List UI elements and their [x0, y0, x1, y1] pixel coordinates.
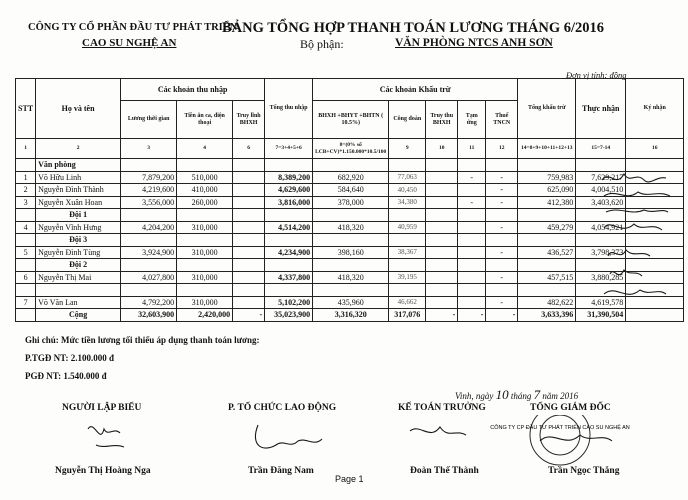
cell-bh: 398,160: [313, 246, 389, 259]
index-cell: 14=8+9+10+11+12+13: [518, 139, 576, 159]
cell-total: 8,389,200: [265, 171, 313, 184]
cell-truy: [426, 196, 458, 209]
cell-net: 3,880,285: [576, 271, 626, 284]
date-prefix: Vinh, ngày: [455, 391, 494, 401]
cell-total: 4,514,200: [265, 221, 313, 234]
cell-total: 4,629,600: [265, 184, 313, 197]
row-signatures-graphic: [596, 166, 676, 316]
group-row: [16, 234, 684, 247]
spacer-row: [16, 284, 684, 297]
cell-meal: 410,000: [177, 184, 233, 197]
signature-scribble: [608, 250, 650, 256]
director-name: Trần Ngọc Thắng: [548, 466, 620, 476]
sign-date: [455, 387, 578, 403]
index-cell: 6: [233, 139, 265, 159]
total-adv: -: [458, 309, 486, 322]
cell-net: 3,798,373: [576, 246, 626, 259]
signature-scribble: [602, 174, 666, 182]
cell-tax: -: [486, 184, 518, 197]
cell-union: 46,662: [389, 296, 426, 309]
table-index-row: [16, 139, 684, 159]
col-truy-thu: Truy thu BHXH: [426, 101, 458, 139]
department-label: Bộ phận:: [300, 37, 344, 51]
cell-name: Võ Văn Lan: [36, 296, 121, 309]
index-cell: 3: [121, 139, 177, 159]
cell-adv: [458, 246, 486, 259]
director-signature: [540, 435, 612, 441]
total-label: Cộng: [36, 309, 121, 322]
cell-tax: -: [486, 296, 518, 309]
col-sign: Ký nhận: [626, 79, 684, 139]
cell-truy: [426, 296, 458, 309]
cell-meal: 310,000: [177, 246, 233, 259]
date-month: 7: [533, 387, 541, 402]
index-cell: 9: [389, 139, 426, 159]
col-stt: STT: [16, 79, 36, 139]
group-row: [16, 209, 684, 222]
company-name: CÔNG TY CỔ PHẦN ĐẦU TƯ PHÁT TRIỂN: [28, 22, 238, 33]
director-title: TỔNG GIÁM ĐỐC: [530, 403, 611, 413]
cell-stt: 2: [16, 184, 36, 197]
cell-total: 5,102,200: [265, 296, 313, 309]
cell-deduct: 459,279: [518, 221, 576, 234]
footer-signatures-graphic: [0, 415, 688, 470]
index-cell: 2: [36, 139, 121, 159]
company-stamp: [530, 415, 590, 465]
total-income: 35,023,900: [265, 309, 313, 322]
cell-adv: [458, 271, 486, 284]
cell-salary: 4,219,600: [121, 184, 177, 197]
cell-ins: [233, 184, 265, 197]
cell-salary: 3,556,000: [121, 196, 177, 209]
signature-scribble: [604, 290, 666, 294]
col-net: Thực nhận: [576, 79, 626, 139]
cell-union: 40,450: [389, 184, 426, 197]
total-tax: -: [486, 309, 518, 322]
cell-name: Võ Hữu Linh: [36, 171, 121, 184]
cell-ins: [233, 221, 265, 234]
cell-tax: -: [486, 271, 518, 284]
col-total-income: Tổng thu nhập: [265, 79, 313, 139]
signature-scribble: [604, 224, 662, 230]
cell-stt: 1: [16, 171, 36, 184]
cell-tax: -: [486, 196, 518, 209]
cell-name: Nguyễn Vĩnh Hưng: [36, 221, 121, 234]
table-row: [16, 221, 684, 234]
col-advance: Tạm ứng: [458, 101, 486, 139]
index-cell: 11: [458, 139, 486, 159]
cell-total: 3,816,000: [265, 196, 313, 209]
stamp-text: CÔNG TY CP ĐẦU TƯ PHÁT TRIỂN CAO SU NGHỆ AN: [490, 425, 630, 431]
index-cell: 10: [426, 139, 458, 159]
cell-ins: [233, 296, 265, 309]
date-day: 10: [495, 387, 509, 402]
cell-bh: 584,640: [313, 184, 389, 197]
cell-salary: 4,027,800: [121, 271, 177, 284]
col-bh: BHXH +BHYT +BHTN ( 10.5%): [313, 101, 389, 139]
cell-truy: [426, 246, 458, 259]
index-cell: 8=(0% số LCB+CV)*1.150.000*10.5/100: [313, 139, 389, 159]
accountant-name: Đoàn Thế Thành: [410, 466, 479, 476]
cell-bh: 378,000: [313, 196, 389, 209]
page-title: BẢNG TỔNG HỢP THANH TOÁN LƯƠNG THÁNG 6/2016: [222, 20, 605, 36]
cell-union: 77,063: [389, 171, 426, 184]
col-salary: Lương thời gian: [121, 101, 177, 139]
cell-stt: 4: [16, 221, 36, 234]
cell-adv: [458, 296, 486, 309]
cell-bh: 418,320: [313, 221, 389, 234]
cell-ins: [233, 246, 265, 259]
table-row: [16, 271, 684, 284]
cell-name: Nguyễn Đình Thành: [36, 184, 121, 197]
cell-truy: [426, 271, 458, 284]
cell-salary: 4,204,200: [121, 221, 177, 234]
cell-adv: -: [458, 171, 486, 184]
cell-adv: [458, 221, 486, 234]
index-cell: 15=7-14: [576, 139, 626, 159]
currency-unit: Đơn vị tính: đồng: [566, 70, 627, 80]
note-text: Ghi chú: Mức tiền lương tối thiểu áp dụng thanh toán lương:: [25, 335, 260, 345]
company-stamp-inner: [540, 415, 580, 455]
payroll-table: [15, 78, 684, 322]
cell-name: Nguyễn Đình Tùng: [36, 246, 121, 259]
table-row: [16, 246, 684, 259]
cell-name: Nguyễn Xuân Hoan: [36, 196, 121, 209]
cell-meal: 260,000: [177, 196, 233, 209]
cell-net: 3,403,620: [576, 196, 626, 209]
cell-ins: [233, 271, 265, 284]
total-deduct: 3,633,396: [518, 309, 576, 322]
cell-net: 4,054,921: [576, 221, 626, 234]
pgd-wage: PGĐ NT: 1.540.000 đ: [25, 371, 107, 381]
index-cell: 12: [486, 139, 518, 159]
cell-salary: 3,924,900: [121, 246, 177, 259]
accountant-signature: [410, 427, 466, 435]
cell-meal: 510,000: [177, 171, 233, 184]
col-meal: Tiền ăn ca, điện thoại: [177, 101, 233, 139]
cell-meal: 310,000: [177, 221, 233, 234]
cell-stt: 5: [16, 246, 36, 259]
cell-total: 4,337,800: [265, 271, 313, 284]
cell-deduct: 436,527: [518, 246, 576, 259]
cell-union: 39,195: [389, 271, 426, 284]
cell-stt: 3: [16, 196, 36, 209]
accountant-title: KẾ TOÁN TRƯỞNG: [398, 403, 486, 413]
cell-deduct: 482,622: [518, 296, 576, 309]
cell-name: Nguyễn Thị Mai: [36, 271, 121, 284]
col-group-income: Các khoản thu nhập: [121, 79, 265, 101]
cell-deduct: 759,983: [518, 171, 576, 184]
total-truy: -: [426, 309, 458, 322]
total-row: [16, 309, 684, 322]
ptgd-wage: P.TGĐ NT: 2.100.000 đ: [25, 353, 115, 363]
group-row: [16, 159, 684, 172]
cell-truy: [426, 221, 458, 234]
cell-salary: 7,879,200: [121, 171, 177, 184]
index-cell: 1: [16, 139, 36, 159]
signature-scribble: [604, 192, 670, 196]
preparer-name: Nguyễn Thị Hoàng Nga: [55, 466, 151, 476]
cell-union: 40,959: [389, 221, 426, 234]
cell-stt: 6: [16, 271, 36, 284]
group-label-team2: Đội 2: [36, 259, 121, 272]
col-group-deduct: Các khoản Khấu trừ: [313, 79, 518, 101]
hr-signature: [255, 425, 322, 448]
index-cell: 16: [626, 139, 684, 159]
cell-salary: 4,792,200: [121, 296, 177, 309]
cell-truy: [426, 171, 458, 184]
date-year: năm 2016: [542, 391, 579, 401]
cell-net: 7,629,217: [576, 171, 626, 184]
cell-truy: [426, 184, 458, 197]
signature-scribble: [610, 270, 642, 276]
cell-adv: [458, 184, 486, 197]
cell-ins: [233, 196, 265, 209]
group-label-office: Văn phòng: [36, 159, 121, 172]
cell-tax: -: [486, 246, 518, 259]
hr-name: Trần Đăng Nam: [248, 466, 314, 476]
group-label-team3: Đội 3: [36, 234, 121, 247]
preparer-signature: [88, 427, 124, 447]
cell-stt: 7: [16, 296, 36, 309]
col-union: Công đoàn: [389, 101, 426, 139]
cell-net: 4,619,578: [576, 296, 626, 309]
total-meal: 2,420,000: [177, 309, 233, 322]
col-name: Họ và tên: [36, 79, 121, 139]
total-union: 317,076: [389, 309, 426, 322]
department-value: VĂN PHÒNG NTCS ANH SƠN: [395, 37, 553, 49]
table-row: [16, 296, 684, 309]
cell-ins: [233, 171, 265, 184]
cell-adv: -: [458, 196, 486, 209]
total-ins: -: [233, 309, 265, 322]
cell-bh: 418,320: [313, 271, 389, 284]
company-subname: CAO SU NGHỆ AN: [82, 37, 177, 49]
cell-deduct: 412,380: [518, 196, 576, 209]
preparer-title: NGƯỜI LẬP BIỂU: [62, 403, 142, 413]
total-net: 31,390,504: [576, 309, 626, 322]
col-insurance-pay: Truy lĩnh BHXH: [233, 101, 265, 139]
group-row: [16, 259, 684, 272]
cell-meal: 310,000: [177, 296, 233, 309]
date-month-label: tháng: [510, 391, 532, 401]
cell-deduct: 625,090: [518, 184, 576, 197]
group-label-team1: Đội 1: [36, 209, 121, 222]
signature-scribble: [606, 210, 668, 212]
col-total-deduct: Tổng khấu trừ: [518, 79, 576, 139]
cell-net: 4,004,510: [576, 184, 626, 197]
table-row: [16, 196, 684, 209]
cell-union: 34,380: [389, 196, 426, 209]
cell-tax: -: [486, 171, 518, 184]
table-header-row: [16, 79, 684, 101]
index-cell: 7=3+4+5+6: [265, 139, 313, 159]
cell-bh: 435,960: [313, 296, 389, 309]
table-row: [16, 184, 684, 197]
cell-total: 4,234,900: [265, 246, 313, 259]
col-tax: Thuế TNCN: [486, 101, 518, 139]
total-salary: 32,603,900: [121, 309, 177, 322]
cell-meal: 310,000: [177, 271, 233, 284]
total-bh: 3,316,320: [313, 309, 389, 322]
cell-tax: -: [486, 221, 518, 234]
table-row: [16, 171, 684, 184]
cell-bh: 682,920: [313, 171, 389, 184]
index-cell: 4: [177, 139, 233, 159]
cell-union: 38,367: [389, 246, 426, 259]
cell-deduct: 457,515: [518, 271, 576, 284]
hr-title: P. TỔ CHỨC LAO ĐỘNG: [228, 403, 337, 413]
page-number: Page 1: [335, 474, 364, 484]
